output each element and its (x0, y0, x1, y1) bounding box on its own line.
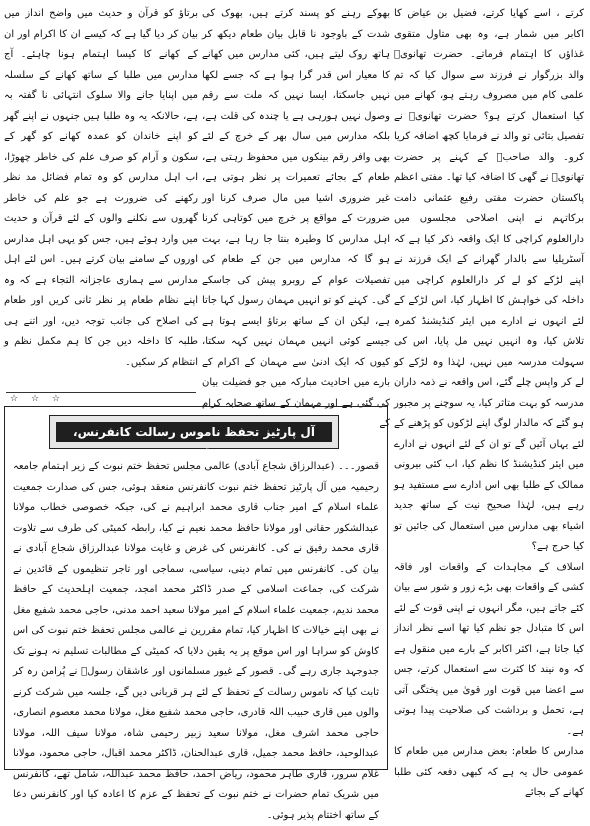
headline-frame (49, 415, 339, 459)
paragraph: اسلاف کے مجاہدات کے واقعات اور فاقہ کشی کے واقعات بھی بڑے زور و شور سے بیان کئے جاتے ہیں، مگر انہوں نے اپنی قوت کے لئے اس کا متبادل جو نظم کیا تھا اسے نظر انداز کیا جاتا ہے، اکثر اکابر کے بارے میں منقول ہے کہ وہ نیند کا کثرت سے استعمال کرتے، جس سے اعضا میں قوت اور قویٰ میں پختگی آتی ہے، تحمل و برداشت کی صلاحیت پیدا ہوتی ہے۔ (394, 561, 584, 737)
news-body (13, 457, 379, 821)
article-column-left (4, 4, 198, 402)
paragraph: برتاؤ کو قرآن و حدیث میں واضح انداز میں بیان کر دیا گیا ہے کہ کیسے ان کا اکرام اور ان کے کھانے کا کیسا اہتمام ہونا چاہئے۔ آج مدارس میں طلبا کے ساتھ کھانے کے سلسلہ میں اپنایا جانے والا سلوک انتہائی نا گفتہ بہ ہے، حالانکہ یہ وہ طلبا ہیں جنہوں نے اپنے گھر کو اپنے خاندان کو عمدہ کھانے کو گھر کے سکون و آرام کو صرف علم کی خاطر چھوڑا، اب اہل مدارس کو وہ تمام فضائل مد نظر رکھنے کی ضرورت ہے جو علم کی خاطر گھروں سے نکلنے والوں کے لئے قرآن و حدیث میں وارد ہوئے ہیں، جس کو یہی اہل مدارس اوروں کے سامنے بیان کرتے ہیں۔ اس لئے اہل مدارس سے ہماری عاجزانہ التجاء ہے کہ وہ اپنے نظام طعام پر نظر ثانی کریں اور طعام کی اصلاح کی جانب توجہ دیں، اور اتنے ہی طلبہ کا داخلہ دیں جن کا ہم مکمل نظم و انتظام کر سکیں۔ (4, 8, 198, 368)
column-divider (6, 392, 196, 393)
star-icon: ☆ (10, 394, 21, 404)
star-icon: ☆ (51, 394, 62, 404)
paragraph: بھوکے رہنے کو پسند کرتے ہیں، بھوک کی شدت کے باوجود نا قابل بیان طعام دیکھ کر ہاتھ روک لیتے ہیں، کئی مدارس میں کھانے کا معیار اس قدر گرا ہوا ہے کہ جسے لکھا نہیں جاسکتا، ایسا نہیں کہ ملت سے رقم وصول نہیں ہورہی ہے یا چندہ کی قلت ہے، بلکہ مدارس میں سال بھر کے خرچ کے لئے بھی وافر رقم بینکوں میں محفوظ رہتی ہے، طعام کے بجائے تعمیرات پر نظر ہوتی ہے، غیر ضروری اشیا میں مال صرف کرنا اور ضرورت کے مواقع پر خرچ میں کوتاہی کرنا اہل مدارس کا وطیرہ بنتا جا رہا ہے، بہت ہو گا کہ مدارس میں جن کے طعام کی تفصیلات عوام کے روبرو پیش کی جاسکے گی۔ کہنے کو تو انہیں مہمان رسول کہا جاتا ہے، لیکن ان کے ساتھ برتاؤ ایسے ہوتا ہے جیسے کوئی انہیں مہمان نہیں کہہ سکتا، کیوں کہ ایک ادنیٰ سے مہمان کے اکرام کے بارے میں احادیث مبارکہ میں جو فضیلت بیان کی گئی ہے اور مہمان کے ساتھ صحابہ کرام کے (202, 8, 390, 429)
paragraph: کرتے ، اسے کھایا کرتے، فضیل بن عیاض کا اکابر میں شمار ہے، وہ بھی متاول متقوی غذاؤں کا اہتمام فرماتے۔ حضرت تھانویؒ والد بزرگوار نے فرزند سے سوال کیا کہ تم علمی کام میں مصروف رہتے ہو، کھانے میں کیا استعمال کرتے ہو؟ حضرت تھانویؒ نے تفصیل بتائی تو والد نے فرمایا کچھ اضافہ کریا کرو۔ والد صاحبؒ کے کہنے پر حضرت تھانویؒ نے گھی کا اضافہ کیا تھا۔ مفتی اعظم پاکستان حضرت مفتی رفیع عثمانی دامت برکاتہم نے اپنی اصلاحی مجلسوں میں دارالعلوم کراچی کا ایک واقعہ ذکر کیا ہے کہ آسٹریلیا سے بالدار گھرانے کے ایک فرزند نے اپنے لڑکے کو لے کر دارالعلوم کراچی میں داخلہ کی خواہش کا اظہار کیا، اس لڑکے کے لئے انہوں نے ادارے میں ایئر کنڈیشنڈ کمرہ تلاش کیا، وہ انہیں نہیں مل پایا، اس کی سہولت مدرسہ میں نہیں، لہٰذا وہ لڑکے کو لے کر واپس چلے گئے، اس واقعہ نے ذمہ داران مدرسہ کو بہت متاثر کیا، یہ سوچنے پر مجبور ہو گئے کہ مالدار لوگ اپنے لڑکوں کو پڑھنے کے لئے یہاں آئیں گے تو ان کے لئے انہوں نے ادارے میں ایئر کنڈیشنڈ کا نظم کیا، اب کئی بیرونی ممالک کے طلبا بھی اس ادارے سے مستفید ہو رہے ہیں، لہٰذا صحیح نیت کے ساتھ جدید اشیاء بھی مدارس میں استعمال کی جائیں تو کیا حرج ہے؟ (394, 8, 584, 552)
news-report-box (4, 406, 388, 821)
article-column-middle (202, 4, 390, 429)
paragraph: قصور۔۔۔ (عبدالرزاق شجاع آبادی) عالمی مجلس تحفظ ختم نبوت کے زیر اہتمام جامعہ رحیمیہ میں آل پارٹیز تحفظ ختم نبوت کانفرنس منعقد ہوئی، جس کی صدارت جمعیت علماء اسلام کے امیر جناب قاری محمد ابراہیم نے کی، جبکہ خصوصی خطاب مولانا عبدالشکور حقانی اور مولانا حافظ محمد نعیم نے کیا، رابطہ کمیٹی کی طرف سے تلاوت قاری محمد رفیق نے کی۔ کانفرنس کی غرض و غایت مولانا عبدالرزاق شجاع آبادی نے بیان کی۔ کانفرنس میں تمام دینی، سیاسی، سماجی اور تاجر تنظیموں کے قائدین نے شرکت کی، جماعت اسلامی کے صدر ڈاکٹر محمد امجد، جمعیت اہلحدیث کے حافظ محمد ندیم، جمعیت علماء اسلام کے امیر مولانا سعید احمد مدنی، حاجی محمد شفیع مغل نے بھی اپنے خیالات کا اظہار کیا، تمام مقررین نے عالمی مجلس تحفظ ختم نبوت کی اس کاوش کو سراہا اور اس موقع پر یہ یقین دلایا کہ کمیٹی کے مطالبات تسلیم نہ ہونے تک جدوجہد جاری رہے گی۔ قصور کے غیور مسلمانوں اور عاشقان رسولؐ نے پُرامن رہ کر ثابت کیا کہ ناموس رسالت کے تحفظ کے لئے ہر قربانی دیں گے، جلسہ میں شرکت کرنے والوں میں قاری حبیب اللہ قادری، حاجی محمد شفیع مغل، مولانا محمد معصوم انصاری، حاجی محمد اشرف مغل، مولانا سعید زبیر رحیمی شاہ، مولانا سیف اللہ، مولانا عبدالوحید، حافظ محمد جمیل، قاری عبدالحنان، ڈاکٹر محمد اقبال، حاجی محمود، مولانا غلام سرور، قاری طاہر محمود، ریاض احمد، حافظ محمد عبداللہ، شامل تھے، کانفرنس میں شریک تمام حضرات نے ختم نبوت کے تحفظ کے عزم کا اعادہ کیا اور کانفرنس دعا کے ساتھ اختتام پذیر ہوئی۔ (13, 461, 379, 821)
star-icon: ☆ (30, 394, 42, 404)
article-column-right (394, 4, 584, 798)
end-stars (10, 394, 68, 404)
paragraph: مدارس کا طعام: بعض مدارس میں طعام کا عمومی حال یہ ہے کہ کبھی دفعہ کئی طلبا کھانے کے بجائے (394, 746, 584, 798)
news-headline: آل پارٹیز تحفظ ناموس رسالت کانفرنس، قصور (56, 422, 332, 442)
